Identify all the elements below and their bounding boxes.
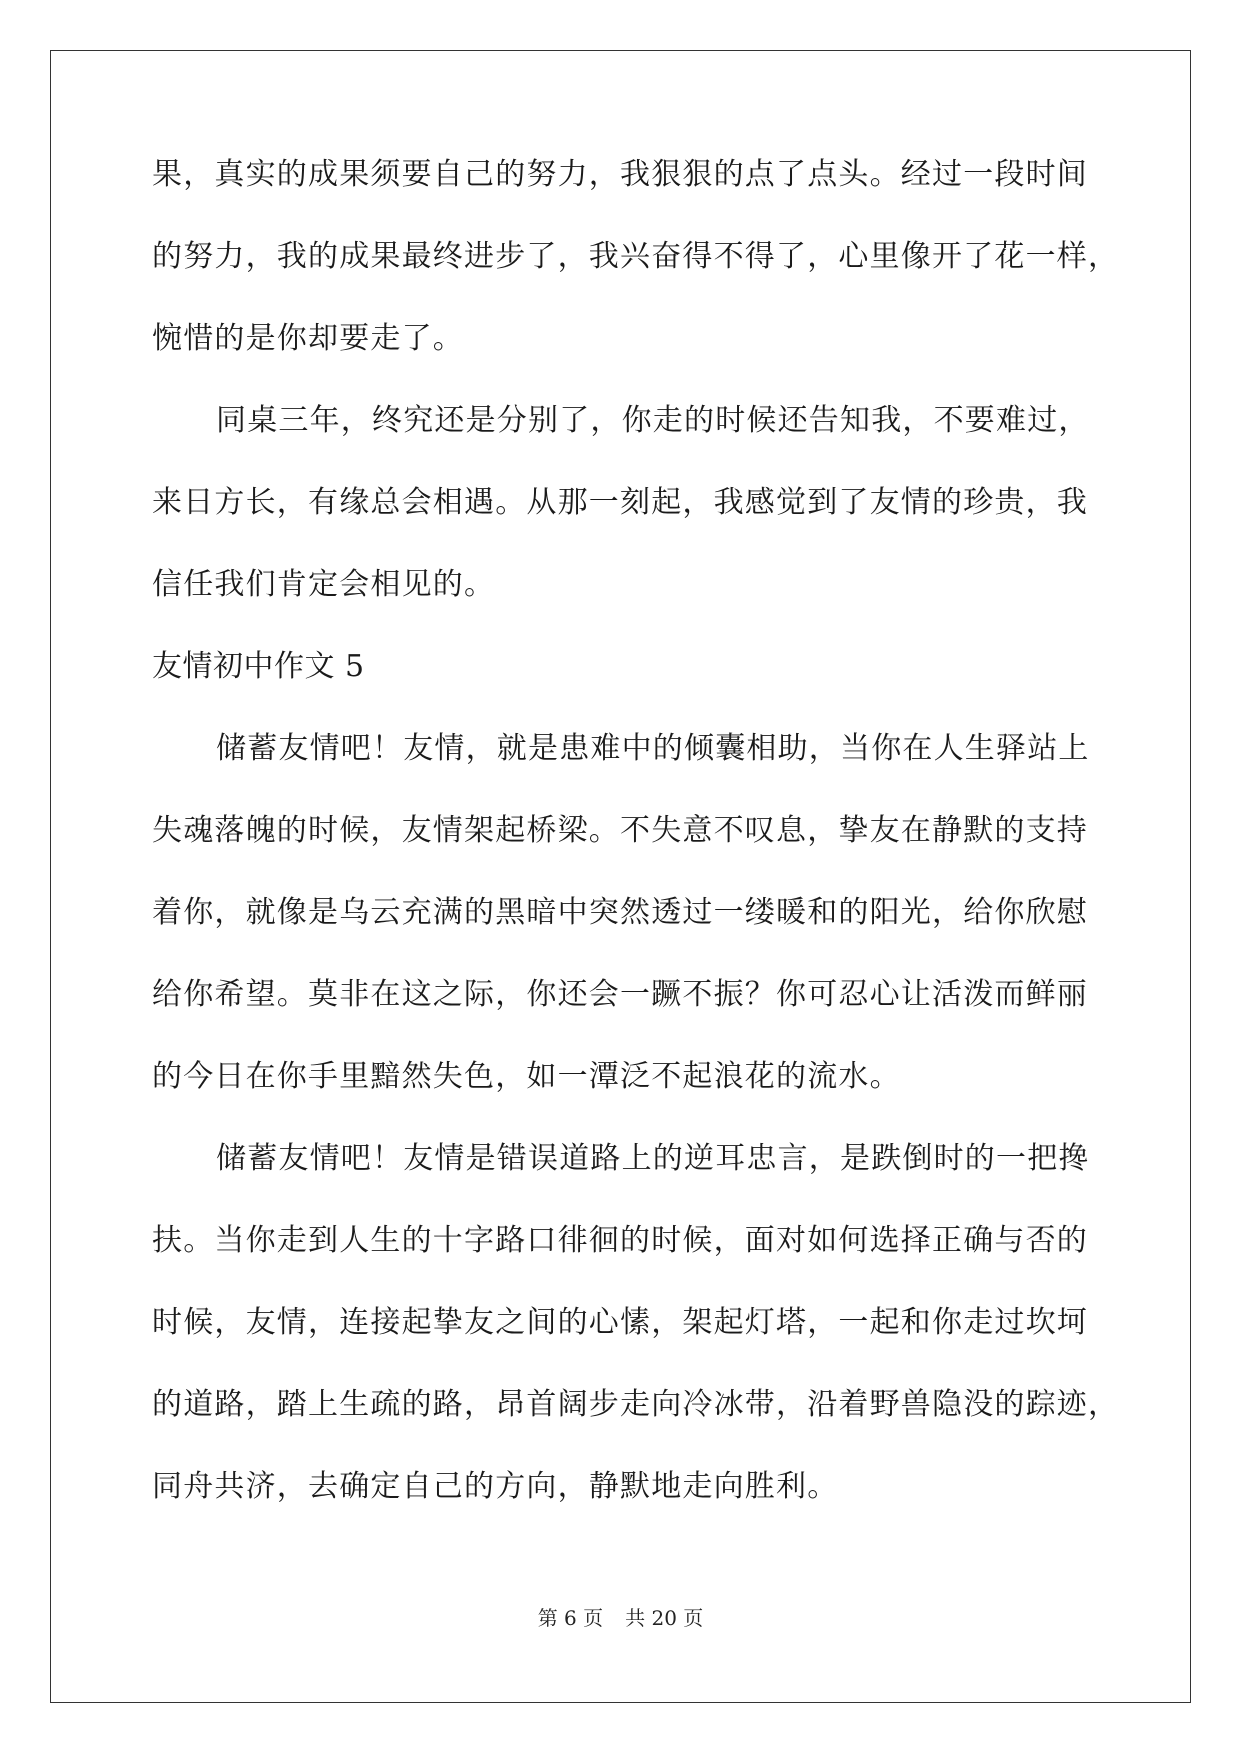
paragraph-start-line: 储蓄友情吧！友情是错误道路上的逆耳忠言，是跌倒时的一把搀 (216, 1141, 1090, 1176)
text-line: 的努力，我的成果最终进步了，我兴奋得不得了，心里像开了花一样， (152, 239, 1120, 274)
page-total: 共 20 页 (625, 1606, 704, 1630)
text-line: 惋惜的是你却要走了。 (152, 321, 464, 356)
text-line: 失魂落魄的时候，友情架起桥梁。不失意不叹息，挚友在静默的支持 (152, 813, 1088, 848)
text-line: 时候，友情，连接起挚友之间的心愫，架起灯塔，一起和你走过坎坷 (152, 1305, 1088, 1340)
text-line: 给你希望。莫非在这之际，你还会一蹶不振？你可忍心让活泼而鲜丽 (152, 977, 1088, 1012)
paragraph-start-line: 储蓄友情吧！友情，就是患难中的倾囊相助，当你在人生驿站上 (216, 731, 1090, 766)
page-number: 第 6 页 (537, 1606, 604, 1630)
text-line: 扶。当你走到人生的十字路口徘徊的时候，面对如何选择正确与否的 (152, 1223, 1088, 1258)
text-line: 信任我们肯定会相见的。 (152, 567, 496, 602)
text-line: 来日方长，有缘总会相遇。从那一刻起，我感觉到了友情的珍贵，我 (152, 485, 1088, 520)
page-footer (0, 1607, 1241, 1629)
text-line: 果，真实的成果须要自己的努力，我狠狠的点了点头。经过一段时间 (152, 157, 1088, 192)
document-body (152, 157, 1120, 1554)
paragraph-start-line: 同桌三年，终究还是分别了，你走的时候还告知我，不要难过， (216, 403, 1090, 438)
text-line: 的道路，踏上生疏的路，昂首阔步走向冷冰带，沿着野兽隐没的踪迹， (152, 1387, 1120, 1422)
text-line: 着你，就像是乌云充满的黑暗中突然透过一缕暖和的阳光，给你欣慰 (152, 895, 1088, 930)
text-line: 同舟共济，去确定自己的方向，静默地走向胜利。 (152, 1469, 839, 1504)
text-line: 的今日在你手里黯然失色，如一潭泛不起浪花的流水。 (152, 1059, 901, 1094)
section-heading: 友情初中作文 5 (152, 649, 365, 684)
